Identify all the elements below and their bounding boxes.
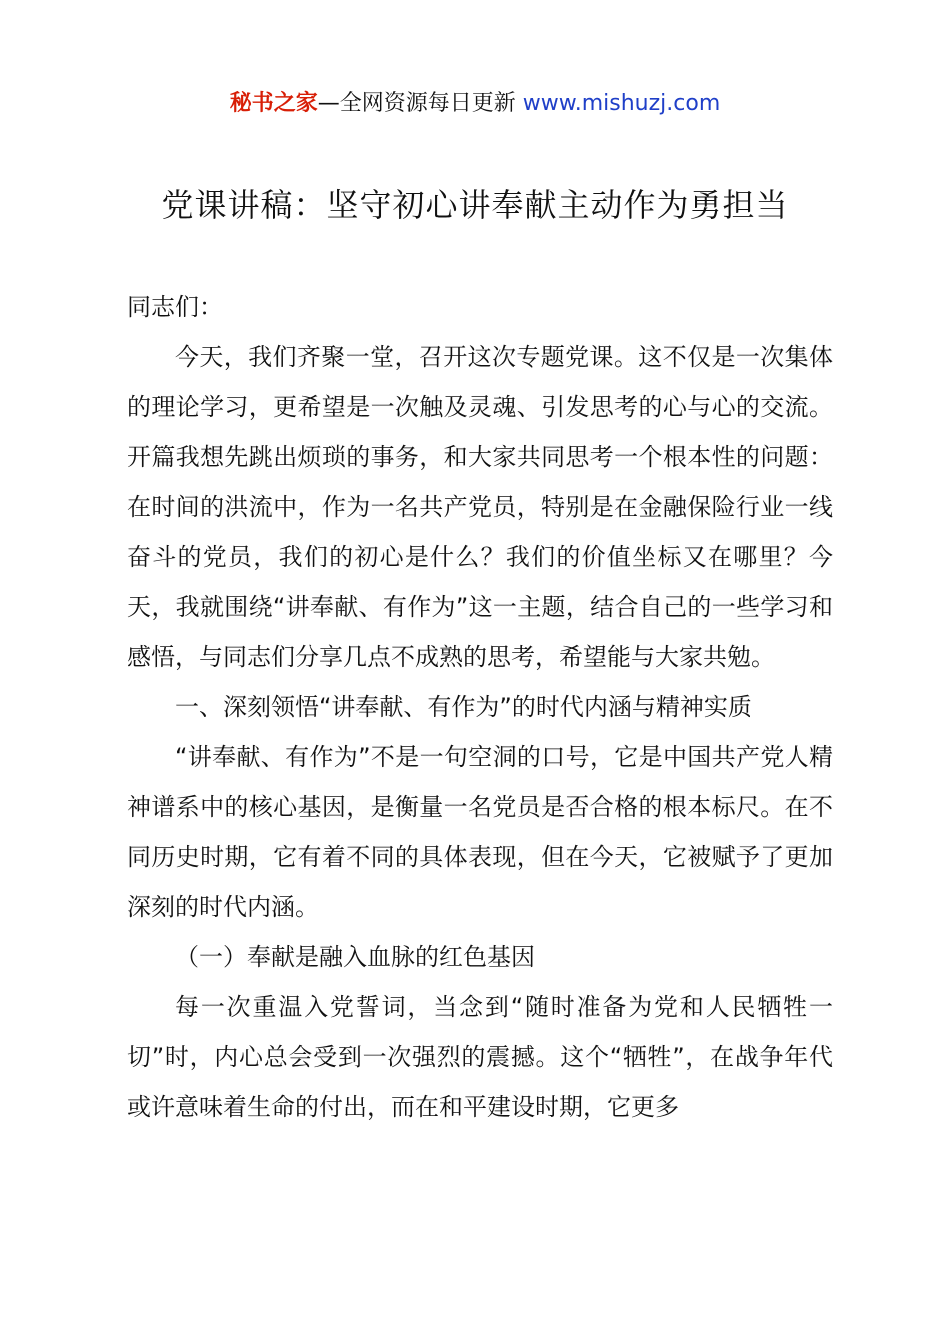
site-url-link[interactable]: www.mishuzj.com bbox=[522, 91, 721, 116]
document-body bbox=[127, 282, 833, 1132]
document-title: 党课讲稿：坚守初心讲奉献主动作为勇担当 bbox=[161, 186, 789, 224]
header-tagline: —全网资源每日更新 bbox=[317, 91, 523, 116]
brand-name: 秘书之家 bbox=[229, 91, 318, 116]
section-heading: 一、深刻领悟“讲奉献、有作为”的时代内涵与精神实质 bbox=[175, 693, 752, 721]
paragraph: 每一次重温入党誓词，当念到“随时准备为党和人民牺牲一切”时，内心总会受到一次强烈的震撼。这个“牺牲”，在战争年代或许意味着生命的付出，而在和平建设时期，它更多 bbox=[127, 993, 833, 1121]
salutation: 同志们： bbox=[127, 293, 223, 321]
paragraph: “讲奉献、有作为”不是一句空洞的口号，它是中国共产党人精神谱系中的核心基因，是衡量一名党员是否合格的根本标尺。在不同历史时期，它有着不同的具体表现，但在今天，它被赋予了更加深刻的时代内涵。 bbox=[127, 743, 833, 921]
site-header bbox=[0, 86, 950, 122]
paragraph: 今天，我们齐聚一堂，召开这次专题党课。这不仅是一次集体的理论学习，更希望是一次触及灵魂、引发思考的心与心的交流。开篇我想先跳出烦琐的事务，和大家共同思考一个根本性的问题：在时间的洪流中，作为一名共产党员，特别是在金融保险行业一线奋斗的党员，我们的初心是什么？我们的价值坐标又在哪里？今天，我就围绕“讲奉献、有作为”这一主题，结合自己的一些学习和感悟，与同志们分享几点不成熟的思考，希望能与大家共勉。 bbox=[127, 343, 833, 671]
subsection-heading: （一）奉献是融入血脉的红色基因 bbox=[175, 943, 535, 971]
